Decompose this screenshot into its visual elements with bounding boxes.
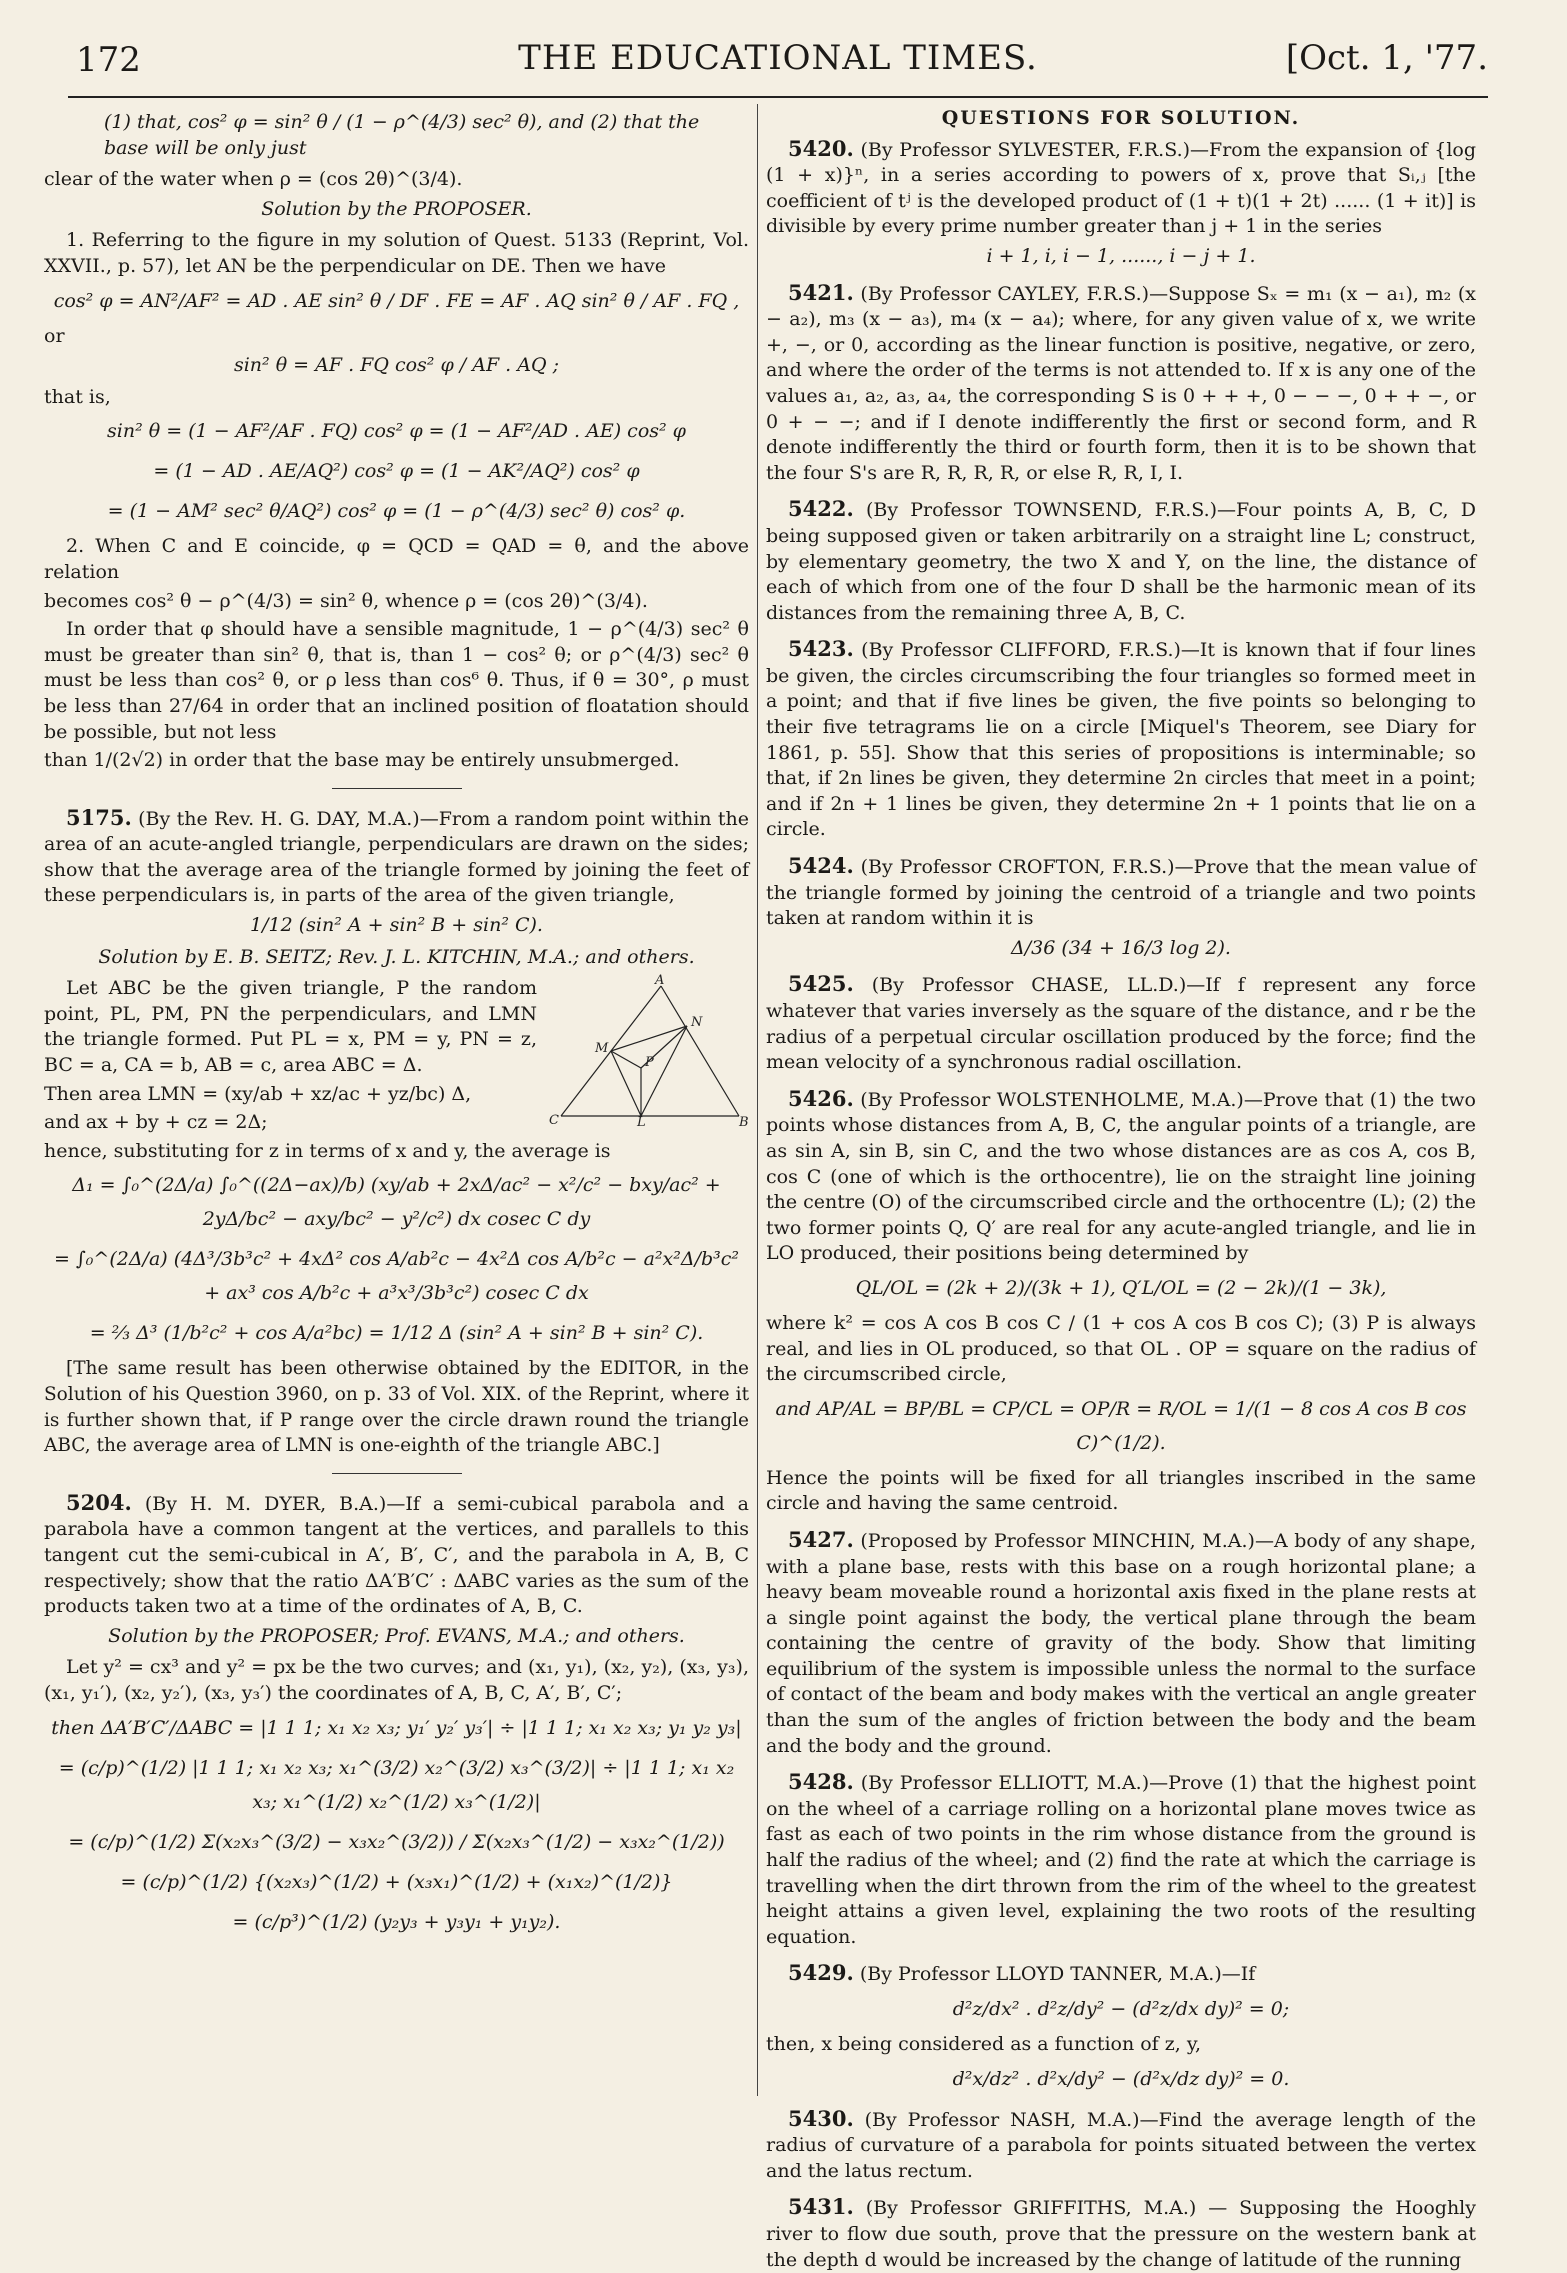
equation: i + 1, i, i − 1, ......, i − j + 1.	[986, 244, 1256, 267]
paragraph: Let ABC be the given triangle, P the random point, PL, PM, PN the perpendiculars, and LMN the triangle formed. Put PL = x, PM = y, PN = z, BC = a, CA = b, AB = c, area ABC = Δ.	[44, 977, 537, 1077]
text-line: clear of the water when ρ = (cos 2θ)^(3/4).	[44, 168, 463, 191]
section-title: QUESTIONS FOR SOLUTION.	[941, 107, 1301, 129]
question-number: 5423.	[788, 636, 854, 662]
figure-label: M	[595, 1041, 609, 1057]
text-line: than 1/(2√2) in order that the base may be entirely unsubmerged.	[44, 749, 680, 772]
question-number: 5429.	[788, 1960, 854, 1986]
question-number: 5426.	[788, 1085, 854, 1111]
equation: = (c/p)^(1/2) {(x₂x₃)^(1/2) + (x₃x₁)^(1/2) + (x₁x₂)^(1/2)}	[120, 1870, 673, 1893]
solution-heading: Solution by the PROPOSER.	[261, 197, 532, 220]
question-number: 5427.	[788, 1526, 854, 1552]
text-line: then, x being considered as a function of z, y,	[766, 2033, 1202, 2055]
question-text: (By Professor CAYLEY, F.R.S.)—Suppose Sₓ = m₁ (x − a₁), m₂ (x − a₂), m₃ (x − a₃), m₄ (x − a₄); where, for any given value of x, we write +, −, or 0, according as the linear function is positive, negative, or zero, and where the order of the terms is not attended to. If x is any one of the values a₁, a₂, a₃, a₄, the corresponding S is 0 + + +, 0 − − −, 0 + + −, or 0 + − −; and if I denote indifferently the first or second form, and R denote indifferently the third or fourth form, then it is to be shown that the four S's are R, R, R, R, or else R, R, I, I.	[766, 282, 1476, 484]
separator-rule	[332, 1473, 462, 1474]
figure-label: B	[739, 1115, 749, 1131]
masthead-title: THE EDUCATIONAL TIMES.	[518, 38, 1038, 78]
question-5429	[766, 1960, 1476, 1988]
question-number: 5425.	[788, 971, 854, 997]
question-text: (By Professor LLOYD TANNER, M.A.)—If	[859, 1963, 1256, 1986]
question-text: (Proposed by Professor MINCHIN, M.A.)—A body of any shape, with a plane base, rests with this base on a rough horizontal plane; a heavy beam moveable round a horizontal axis fixed in the plane rests at a single point against the body, the vertical plane through the beam containing the centre of gravity of the body. Show that limiting equilibrium of the system is impossible unless the normal to the surface of contact of the beam and body makes with the vertical an angle greater than the sum of the angles of friction between the body and the beam and the body and the ground.	[766, 1529, 1476, 1757]
question-number: 5421.	[788, 279, 854, 305]
solution-heading: Solution by the PROPOSER; Prof. EVANS, M.A.; and others.	[108, 1624, 685, 1647]
question-5425	[766, 971, 1476, 1075]
question-number: 5424.	[788, 853, 854, 879]
equation: d²z/dx² . d²z/dy² − (d²z/dx dy)² = 0;	[952, 1998, 1290, 2020]
question-5428	[766, 1769, 1476, 1950]
text-line: becomes cos² θ − ρ^(4/3) = sin² θ, whence ρ = (cos 2θ)^(3/4).	[44, 589, 648, 612]
figure-side-ab	[661, 986, 739, 1116]
question-5420	[766, 136, 1476, 240]
equation: d²x/dz² . d²x/dy² − (d²x/dz dy)² = 0.	[952, 2067, 1290, 2090]
equation: QL/OL = (2k + 2)/(3k + 1), Q′L/OL = (2 − 2k)/(1 − 3k),	[855, 1276, 1387, 1299]
equation: = ⅔ Δ³ (1/b²c² + cos A/a²bc) = 1/12 Δ (sin² A + sin² B + sin² C).	[89, 1322, 704, 1345]
equation: and AP/AL = BP/BL = CP/CL = OP/R = R/OL = 1/(1 − 8 cos A cos B cos C)^(1/2).	[775, 1397, 1467, 1454]
text-line: Hence the points will be fixed for all triangles inscribed in the same circle and having the same centroid.	[766, 1466, 1476, 1515]
formula-line: (1) that, cos² φ = sin² θ / (1 − ρ^(4/3) sec² θ), and (2) that the base will be only just	[104, 111, 700, 159]
left-column	[44, 106, 749, 2106]
question-5422	[766, 496, 1476, 626]
equation: = (c/p)^(1/2) |1 1 1; x₁ x₂ x₃; x₁^(3/2) x₂^(3/2) x₃^(3/2)| ÷ |1 1 1; x₁ x₂ x₃; x₁^(1/2) x₂^(1/2) x₃^(1/2)|	[58, 1756, 735, 1813]
question-text: (By Professor WOLSTENHOLME, M.A.)—Prove that (1) the two points whose distances from A, B, C, the angular points of a triangle, are as sin A, sin B, sin C, and the two whose distances are as cos A, cos B, cos C (one of which is the orthocentre), lie on the straight line joining the centre (O) of the circumscribed circle and the orthocentre (L); (2) the two former points Q, Q′ are real for any acute-angled triangle, and lie in LO produced, their positions being determined by	[766, 1088, 1476, 1265]
text-line: where k² = cos A cos B cos C / (1 + cos A cos B cos C); (3) P is always real, and lies in OL produced, so that OL . OP = square on the radius of the circumscribed circle,	[766, 1311, 1476, 1386]
question-text: (By H. M. DYER, B.A.)—If a semi-cubical parabola and a parabola have a common tangent at the vertices, and parallels to this tangent cut the semi-cubical in A′, B′, C′, and the parabola in A, B, C respectively; show that the ratio ΔA′B′C′ : ΔABC varies as the sum of the products taken two at a time of the ordinates of A, B, C.	[44, 1492, 750, 1618]
paragraph: Let y² = cx³ and y² = px be the two curves; and (x₁, y₁), (x₂, y₂), (x₃, y₃), (x₁, y₁′), (x₂, y₂′), (x₃, y₃′) the coordinates of A, B, C, A′, B′, C′;	[44, 1656, 749, 1704]
question-number: 5204.	[66, 1489, 132, 1515]
column-rule	[757, 104, 758, 2096]
triangle-figure	[549, 973, 749, 1131]
question-number: 5428.	[788, 1769, 854, 1795]
equation: = (c/p³)^(1/2) (y₂y₃ + y₃y₁ + y₁y₂).	[232, 1910, 561, 1933]
figure-label: L	[637, 1115, 646, 1131]
figure-label: P	[645, 1055, 654, 1071]
equation: = (1 − AD . AE/AQ²) cos² φ = (1 − AK²/AQ²) cos² φ	[153, 460, 640, 483]
question-number: 5175.	[66, 804, 132, 830]
question-5424	[766, 853, 1476, 932]
figure-label: N	[691, 1015, 703, 1031]
issue-date: [Oct. 1, '77.	[1285, 38, 1488, 78]
question-5431	[766, 2194, 1476, 2273]
page-header	[68, 36, 1488, 98]
question-text: (By the Rev. H. G. DAY, M.A.)—From a random point within the area of an acute-angled triangle, perpendiculars are drawn on the sides; show that the average area of the triangle formed by joining the feet of these perpendiculars is, in parts of the area of the given triangle,	[44, 807, 749, 907]
question-number: 5420.	[788, 135, 854, 161]
question-5421	[766, 280, 1476, 487]
question-text: (By Professor CROFTON, F.R.S.)—Prove that the mean value of the triangle formed by joining the centroid of a triangle and two points taken at random within it is	[766, 856, 1476, 930]
question-text: (By Professor CLIFFORD, F.R.S.)—It is known that if four lines be given, the circles circumscribing the four triangles so formed meet in a point; and that if five lines be given, the five points so belonging to their five tetragrams lie on a circle [Miquel's Theorem, see Diary for 1861, p. 55]. Show that this series of propositions is interminable; so that, if 2n lines be given, they determine 2n circles that meet in a point; and if 2n + 1 lines be given, they determine 2n + 1 points that lie on a circle.	[766, 639, 1476, 841]
equation: 1/12 (sin² A + sin² B + sin² C).	[250, 914, 543, 937]
paragraph: 1. Referring to the figure in my solution of Quest. 5133 (Reprint, Vol. XXVII., p. 57), let AN be the perpendicular on DE. Then we have	[44, 229, 749, 277]
equation: sin² θ = AF . FQ cos² φ / AF . AQ ;	[233, 354, 559, 377]
question-text: (By Professor SYLVESTER, F.R.S.)—From the expansion of {log (1 + x)}ⁿ, in a series according to powers of x, prove that Sᵢ,ⱼ [the coefficient of tʲ is the developed product of (1 + t)(1 + 2t) ...... (1 + it)] is divisible by every prime number greater than j + 1 in the series	[766, 138, 1476, 238]
question-5204	[44, 1490, 749, 1620]
equation: then ΔA′B′C′/ΔABC = |1 1 1; x₁ x₂ x₃; y₁′ y₂′ y₃′| ÷ |1 1 1; x₁ x₂ x₃; y₁ y₂ y₃|	[51, 1716, 742, 1739]
question-5175	[44, 805, 749, 909]
solution-heading: Solution by E. B. SEITZ; Rev. J. L. KITCHIN, M.A.; and others.	[98, 945, 695, 968]
paragraph: In order that φ should have a sensible magnitude, 1 − ρ^(4/3) sec² θ must be greater than sin² θ, that is, than 1 − cos² θ; or ρ^(4/3) sec² θ must be less than cos² θ, or ρ less than cos⁶ θ. Thus, if θ = 30°, ρ must be less than 27/64 in order that an inclined position of floatation should be possible, but not less	[44, 618, 749, 743]
figure-side-nl	[641, 1026, 687, 1116]
text-line: and ax + by + cz = 2Δ;	[44, 1111, 268, 1134]
right-column	[766, 106, 1476, 2271]
question-5427	[766, 1527, 1476, 1759]
equation: Δ₁ = ∫₀^(2Δ/a) ∫₀^((2Δ−ax)/b) (xy/ab + 2xΔ/ac² − x²/c² − bxy/ac² + 2yΔ/bc² − axy/bc² − y²/c²) dx cosec C dy	[72, 1174, 721, 1231]
text-line: hence, substituting for z in terms of x and y, the average is	[44, 1139, 611, 1162]
editor-note: [The same result has been otherwise obtained by the EDITOR, in the Solution of his Question 3960, on p. 33 of Vol. XIX. of the Reprint, where it is further shown that, if P range over the circle drawn round the triangle ABC, the average area of LMN is one-eighth of the triangle ABC.]	[44, 1358, 749, 1457]
question-text: (By Professor ELLIOTT, M.A.)—Prove (1) that the highest point on the wheel of a carriage rolling on a horizontal plane moves twice as fast as each of two points in the rim whose distance from the ground is half the radius of the wheel; and (2) find the rate at which the carriage is travelling when the dirt thrown from the rim of the wheel to the greatest height attains a given level, explaining the two roots of the resulting equation.	[766, 1772, 1476, 1948]
question-number: 5431.	[788, 2194, 854, 2220]
question-5423	[766, 636, 1476, 843]
equation: = ∫₀^(2Δ/a) (4Δ³/3b³c² + 4xΔ² cos A/ab²c − 4x²Δ cos A/b²c − a²x²Δ/b³c² + ax³ cos A/b²c + a³x³/3b³c²) cosec C dx	[53, 1248, 740, 1305]
question-number: 5422.	[788, 496, 854, 522]
text-line: or	[44, 324, 65, 347]
figure-label: A	[655, 973, 665, 989]
question-text: (By Professor GRIFFITHS, M.A.) — Supposing the Hooghly river to flow due south, prove that the pressure on the western bank at the depth d would be increased by the change of latitude of the running	[766, 2197, 1476, 2271]
equation: = (c/p)^(1/2) Σ(x₂x₃^(3/2) − x₃x₂^(3/2)) / Σ(x₂x₃^(1/2) − x₃x₂^(1/2))	[68, 1830, 725, 1853]
question-number: 5430.	[788, 2105, 854, 2131]
page-number: 172	[76, 40, 141, 80]
paragraph: 2. When C and E coincide, φ = QCD = QAD = θ, and the above relation	[44, 535, 749, 583]
question-text: (By Professor TOWNSEND, F.R.S.)—Four points A, B, C, D being supposed given or taken arbitrarily on a straight line L; construct, by elementary geometry, the two X and Y, on the line, the distance of each of which from one of the four D shall be the harmonic mean of its distances from the remaining three A, B, C.	[766, 499, 1476, 624]
equation: = (1 − AM² sec² θ/AQ²) cos² φ = (1 − ρ^(4/3) sec² θ) cos² φ.	[107, 500, 686, 523]
question-text: (By Professor NASH, M.A.)—Find the average length of the radius of curvature of a parabola for points situated between the vertex and the latus rectum.	[766, 2108, 1476, 2182]
question-text: (By Professor CHASE, LL.D.)—If f represent any force whatever that varies inversely as the square of the distance, and r be the radius of a perpetual circular oscillation produced by the force; find the mean velocity of a synchronous radial oscillation.	[766, 974, 1476, 1074]
text-line: that is,	[44, 385, 111, 408]
separator-rule	[332, 788, 462, 789]
equation: cos² φ = AN²/AF² = AD . AE sin² θ / DF . FE = AF . AQ sin² θ / AF . FQ ,	[53, 289, 740, 312]
text-line: Then area LMN = (xy/ab + xz/ac + yz/bc) Δ,	[44, 1082, 472, 1105]
equation: Δ/36 (34 + 16/3 log 2).	[1011, 936, 1231, 959]
question-5426	[766, 1086, 1476, 1267]
figure-label: C	[549, 1113, 559, 1129]
equation: sin² θ = (1 − AF²/AF . FQ) cos² φ = (1 − AF²/AD . AE) cos² φ	[107, 420, 686, 443]
figure-side-ml	[611, 1051, 641, 1116]
question-5430	[766, 2106, 1476, 2185]
